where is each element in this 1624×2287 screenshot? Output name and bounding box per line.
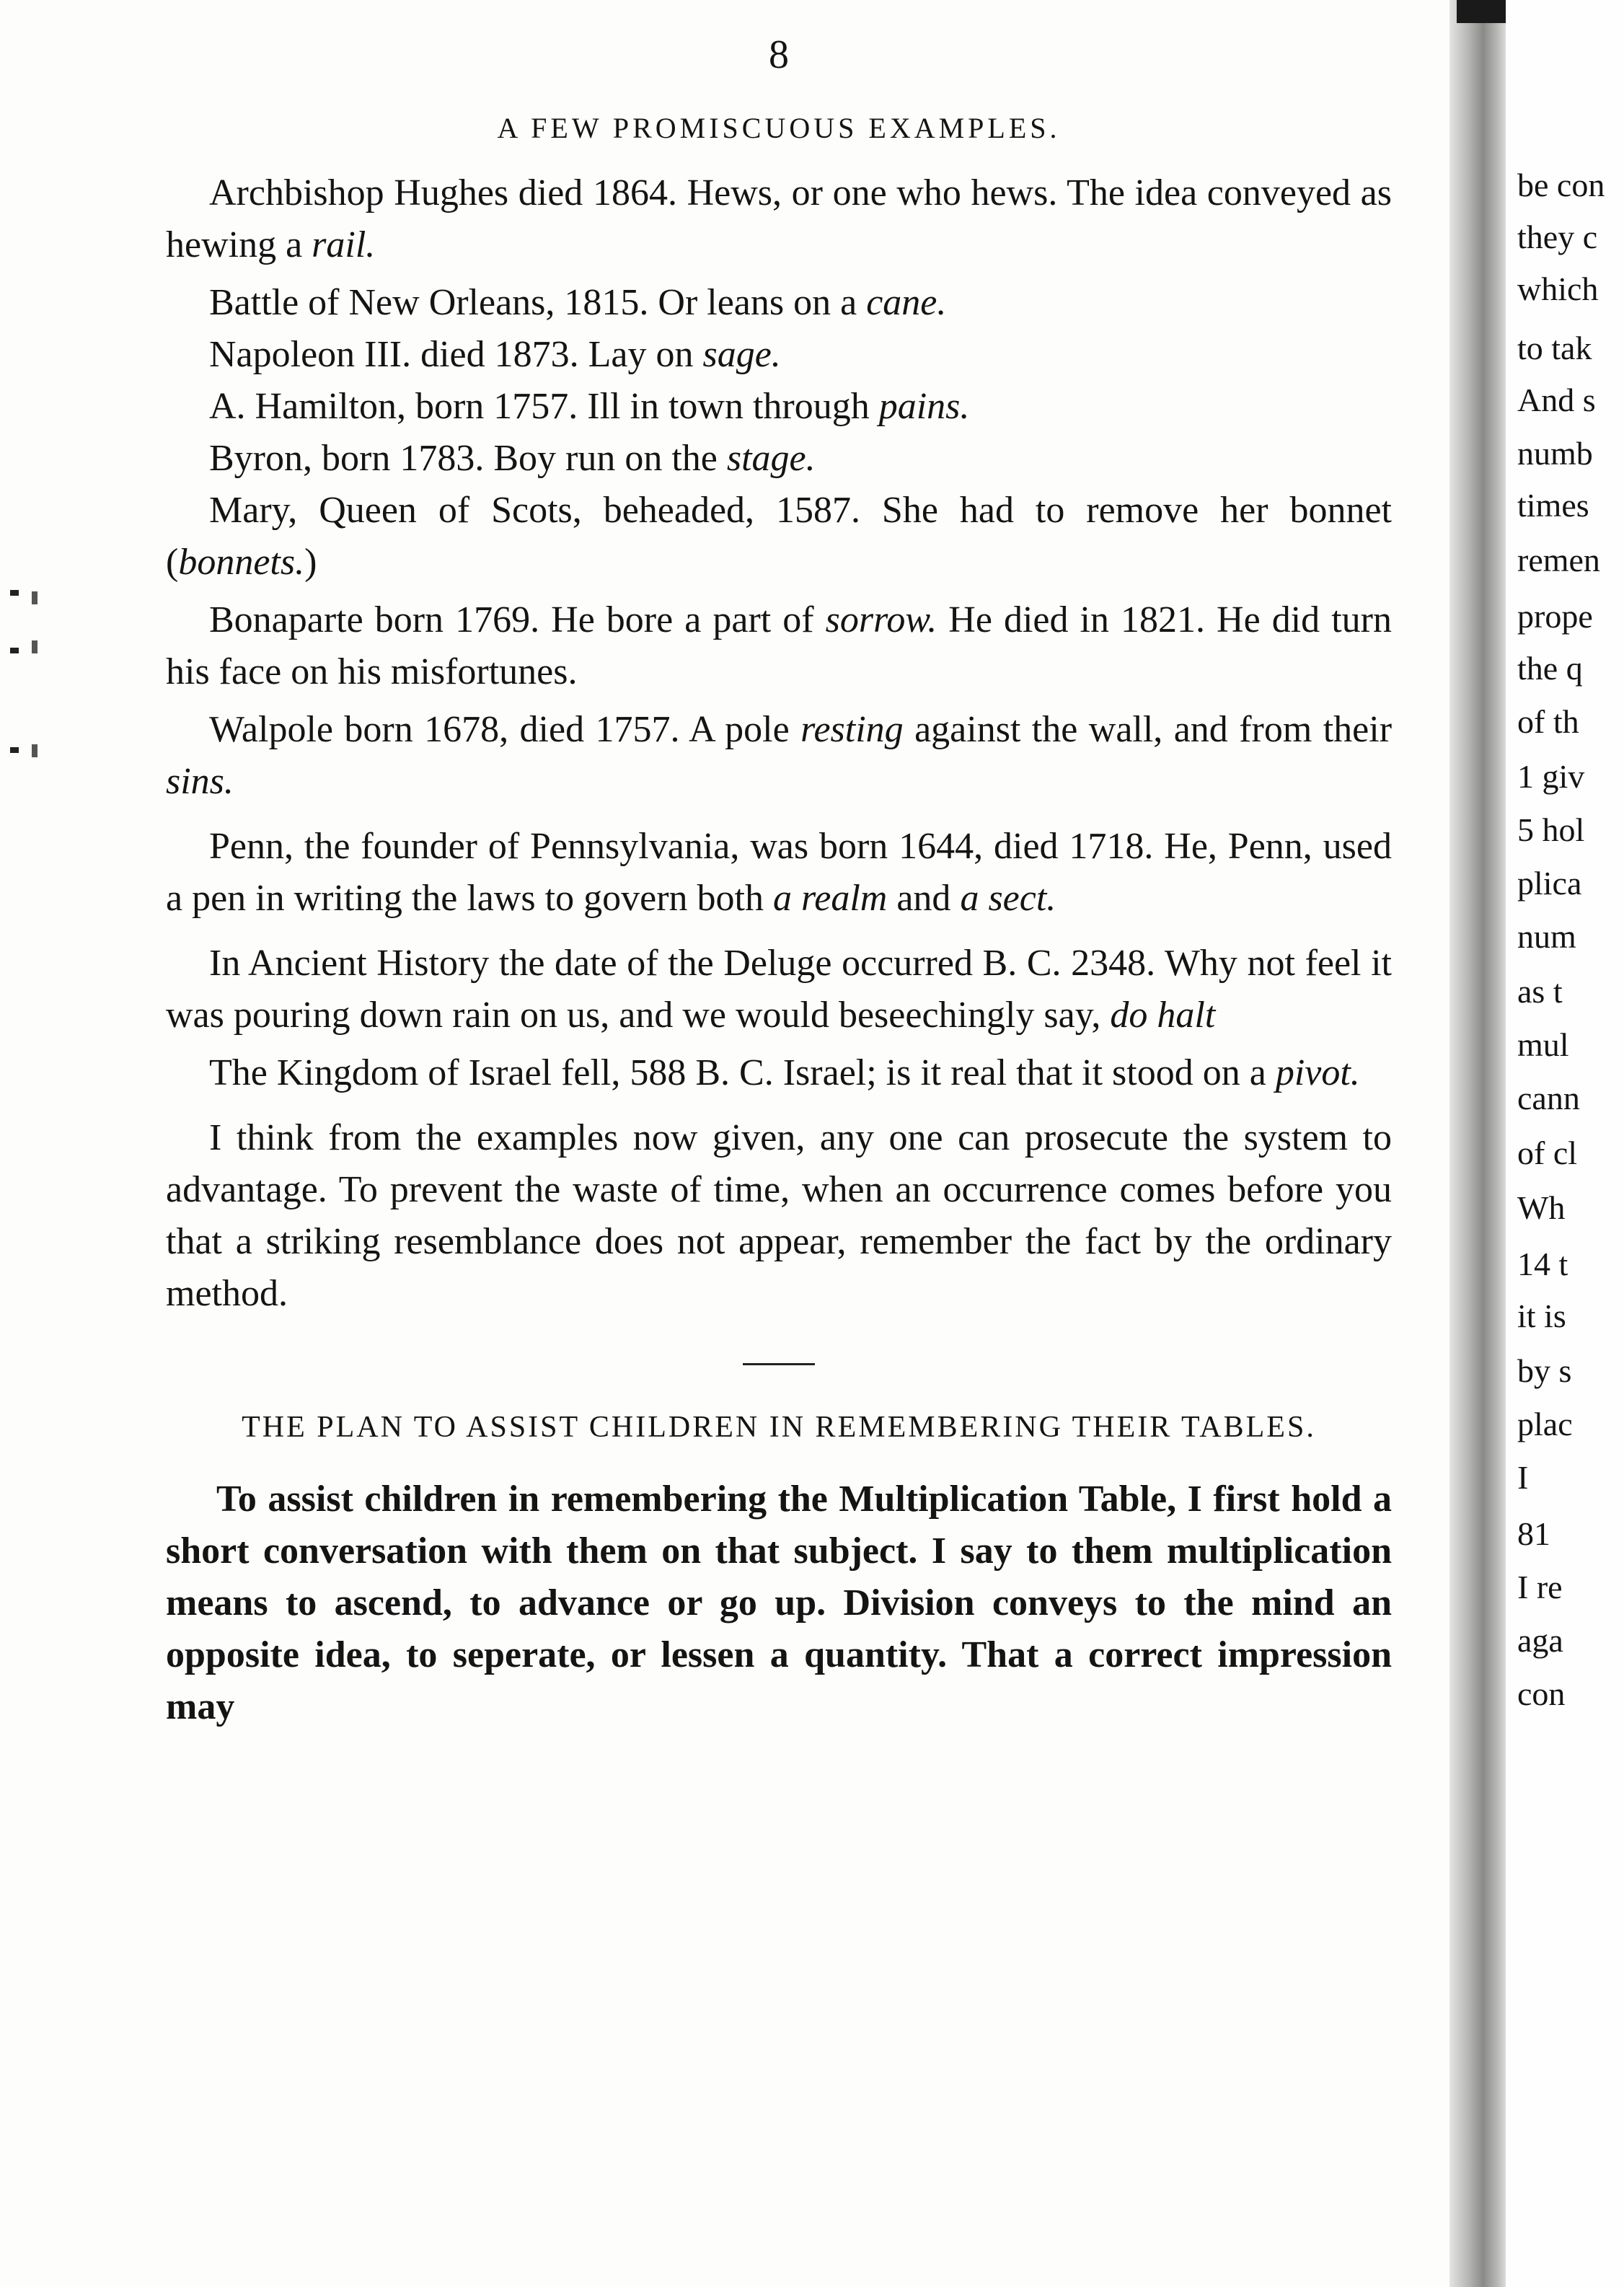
page-number: 8 (769, 32, 789, 77)
section-heading-tables: THE PLAN TO ASSIST CHILDREN IN REMEMBERING THEIR TABLES. (242, 1411, 1316, 1444)
margin-mark (32, 591, 37, 604)
facing-page-line: I re (1517, 1569, 1563, 1605)
facing-page-line: mul (1517, 1026, 1569, 1063)
facing-page-line: plica (1517, 865, 1582, 902)
example-walpole: Walpole born 1678, died 1757. A pole resting against the wall, and from their sins. (166, 709, 1393, 802)
facing-page-line: it is (1517, 1297, 1566, 1334)
facing-page-line: times (1517, 487, 1589, 524)
facing-page-line: to tak (1517, 330, 1592, 366)
facing-page-line: aga (1517, 1622, 1563, 1659)
facing-page-line: And s (1517, 382, 1596, 418)
section-heading: A FEW PROMISCUOUS EXAMPLES. (497, 112, 1061, 144)
example-deluge: In Ancient History the date of the Deluge occurred B. C. 2348. Why not feel it was pouring down rain on us, and we would beseechingly say, do halt (166, 943, 1392, 1036)
facing-page-line: cann (1517, 1080, 1580, 1116)
example-mary: Mary, Queen of Scots, beheaded, 1587. She had to remove her bonnet (bonnets.) (166, 490, 1392, 583)
closing-paragraph: I think from the examples now given, any one can prosecute the system to advantage. To prevent the waste of time, when an occurrence comes before you that a striking resemblance does not appear, remember the fact by the ordinary method. (166, 1117, 1392, 1314)
tables-paragraph: To assist children in remembering the Multiplication Table, I first hold a short conversation with them on that subject. I say to them multiplication means to ascend, to advance or go up. Division conveys to the mind an opposite idea, to seperate, or lessen a quantity. That a correct impression may (166, 1479, 1392, 1727)
facing-page-line: 5 hol (1517, 811, 1585, 848)
facing-page-line: num (1517, 918, 1576, 955)
margin-mark (10, 648, 19, 653)
example-bonaparte: Bonaparte born 1769. He bore a part of sorrow. He died in 1821. He did turn his face on his misfortunes. (166, 599, 1392, 692)
facing-page-line: con (1517, 1675, 1566, 1712)
example-hughes: Archbishop Hughes died 1864. Hews, or one who hews. The idea conveyed as hewing a rail. (166, 172, 1392, 265)
facing-page-line: of cl (1517, 1134, 1578, 1171)
facing-page-line: of th (1517, 703, 1579, 740)
facing-page-line: which (1517, 270, 1599, 307)
margin-mark (32, 744, 37, 757)
facing-page-line: they c (1517, 219, 1598, 255)
example-hamilton: A. Hamilton, born 1757. Ill in town through pains. (209, 386, 970, 427)
example-israel: The Kingdom of Israel fell, 588 B. C. Israel; is it real that it stood on a pivot. (209, 1052, 1360, 1093)
example-penn: Penn, the founder of Pennsylvania, was born 1644, died 1718. He, Penn, used a pen in writing the laws to govern both a realm and a sect. (166, 826, 1392, 919)
facing-page-line: Wh (1517, 1189, 1566, 1226)
margin-mark (32, 640, 37, 653)
facing-page-line: by s (1517, 1352, 1572, 1389)
page-body (166, 29, 1392, 1733)
facing-page-line: 14 t (1517, 1246, 1568, 1282)
example-orleans: Battle of New Orleans, 1815. Or leans on a cane. (209, 282, 947, 323)
facing-page-line: numb (1517, 435, 1593, 472)
margin-mark (10, 747, 19, 753)
facing-page-fragment (1506, 0, 1624, 2287)
facing-page-line: remen (1517, 542, 1600, 578)
facing-page-line: I (1517, 1459, 1529, 1496)
margin-mark (10, 590, 19, 596)
facing-page-line: the q (1517, 650, 1583, 687)
facing-page-line: be con (1517, 167, 1605, 203)
facing-page-line: plac (1517, 1406, 1573, 1442)
example-napoleon: Napoleon III. died 1873. Lay on sage. (209, 334, 781, 375)
section-divider (743, 1363, 815, 1365)
facing-page-line: as t (1517, 973, 1563, 1010)
facing-page-line: 1 giv (1517, 758, 1585, 795)
facing-page-line: 81 (1517, 1515, 1550, 1552)
example-byron: Byron, born 1783. Boy run on the stage. (209, 438, 816, 479)
facing-page-line: prope (1517, 598, 1593, 635)
book-gutter (1449, 0, 1506, 2287)
